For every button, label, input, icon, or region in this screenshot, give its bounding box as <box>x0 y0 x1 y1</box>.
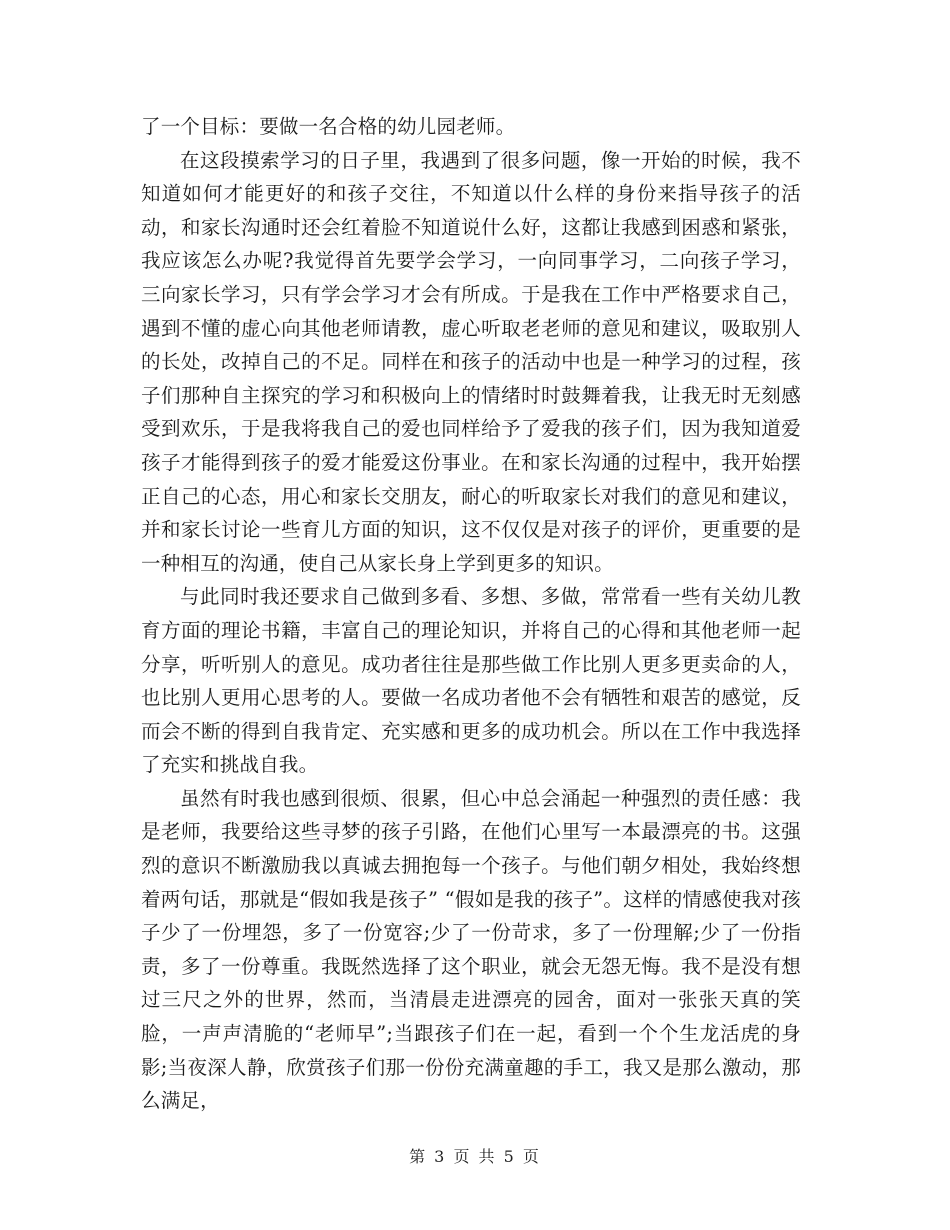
paragraph-2: 在这段摸索学习的日子里，我遇到了很多问题，像一开始的时候，我不知道如何才能更好的和孩子交往，不知道以什么样的身份来指导孩子的活动，和家长沟通时还会红着脸不知道说什么好，这都让我感到困惑和紧张，我应该怎么办呢?我觉得首先要学会学习，一向同事学习，二向孩子学习，三向家长学习，只有学会学习才会有所成。于是我在工作中严格要求自己，遇到不懂的虚心向其他老师请教，虚心听取老老师的意见和建议，吸取别人的长处，改掉自己的不足。同样在和孩子的活动中也是一种学习的过程，孩子们那种自主探究的学习和积极向上的情绪时时鼓舞着我，让我无时无刻感受到欢乐，于是我将我自己的爱也同样给予了爱我的孩子们，因为我知道爱孩子才能得到孩子的爱才能爱这份事业。在和家长沟通的过程中，我开始摆正自己的心态，用心和家长交朋友，耐心的听取家长对我们的意见和建议，并和家长讨论一些育儿方面的知识，这不仅仅是对孩子的评价，更重要的是一种相互的沟通，使自己从家长身上学到更多的知识。 <box>141 148 801 575</box>
page-number-footer: 第 3 页 共 5 页 <box>409 1147 541 1166</box>
paragraph-4: 虽然有时我也感到很烦、很累，但心中总会涌起一种强烈的责任感：我是老师，我要给这些寻梦的孩子引路，在他们心里写一本最漂亮的书。这强烈的意识不断激励我以真诚去拥抱每一个孩子。与他们朝夕相处，我始终想着两句话，那就是“假如我是孩子” “假如是我的孩子”。这样的情感使我对孩子少了一份埋怨，多了一份宽容;少了一份苛求，多了一份理解;少了一份指责，多了一份尊重。我既然选择了这个职业，就会无怨无悔。我不是没有想过三尺之外的世界，然而，当清晨走进漂亮的园舍，面对一张张天真的笑脸，一声声清脆的“老师早”;当跟孩子们在一起，看到一个个生龙活虎的身影;当夜深人静，欣赏孩子们那一份份充满童趣的手工，我又是那么激动，那么满足， <box>141 786 801 1113</box>
paragraph-3: 与此同时我还要求自己做到多看、多想、多做，常常看一些有关幼儿教育方面的理论书籍，丰富自己的理论知识，并将自己的心得和其他老师一起分享，听听别人的意见。成功者往往是那些做工作比别人更多更卖命的人，也比别人更用心思考的人。要做一名成功者他不会有牺牲和艰苦的感觉，反而会不断的得到自我肯定、充实感和更多的成功机会。所以在工作中我选择了充实和挑战自我。 <box>141 585 801 777</box>
body-text <box>141 110 801 1118</box>
paragraph-1: 了一个目标：要做一名合格的幼儿园老师。 <box>141 115 516 138</box>
